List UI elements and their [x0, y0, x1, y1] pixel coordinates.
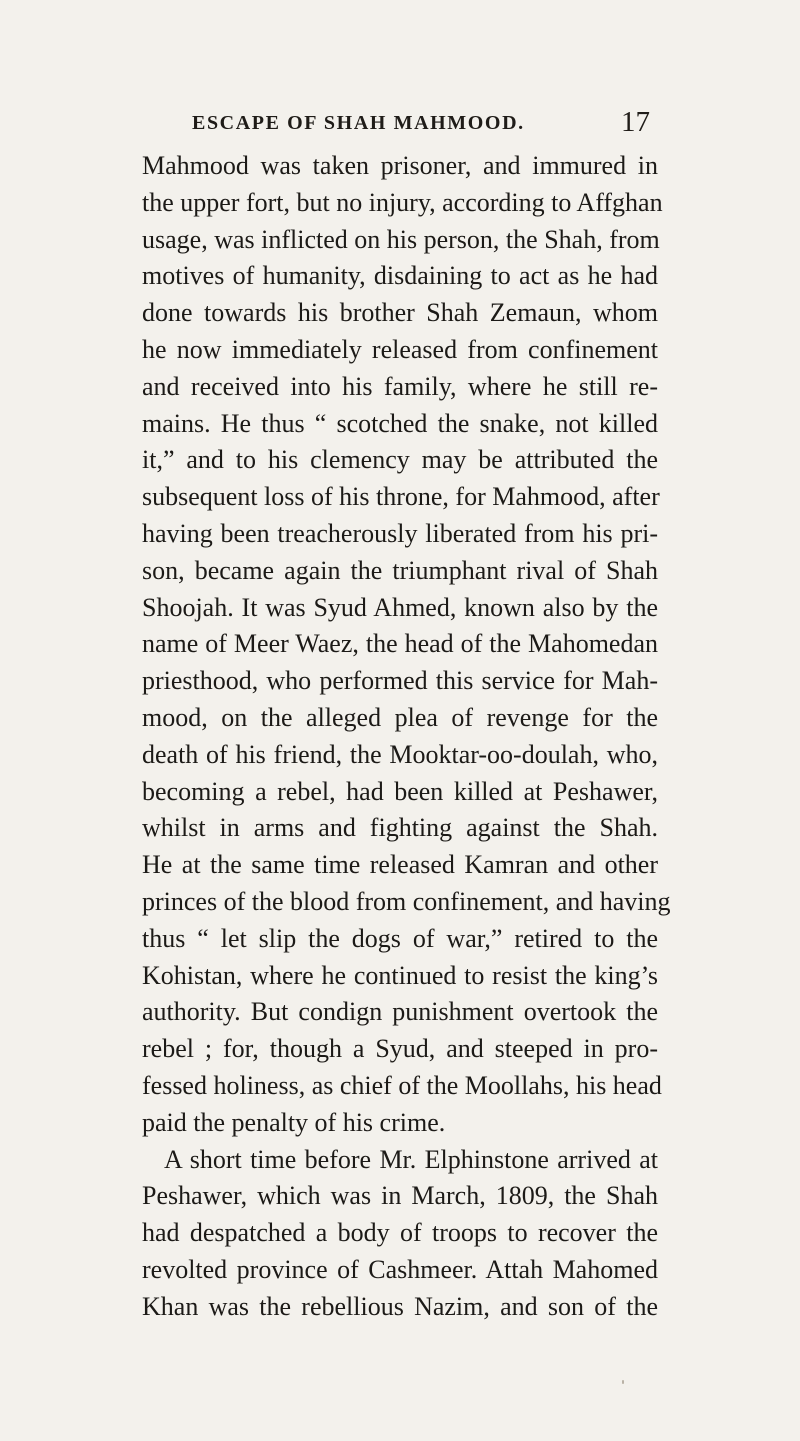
text-line: rebel ; for, though a Syud, and steeped in pro-: [142, 1034, 658, 1064]
text-line: priesthood, who performed this service for Mah-: [142, 666, 658, 696]
text-line: had despatched a body of troops to recover the: [142, 1218, 658, 1248]
text-line: having been treacherously liberated from his pri-: [142, 518, 658, 548]
text-line: authority. But condign punishment overtook the: [142, 997, 658, 1027]
text-line: mood, on the alleged plea of revenge for the: [142, 702, 658, 732]
running-head: [192, 106, 650, 142]
text-line: motives of humanity, disdaining to act as he had: [142, 261, 658, 291]
text-line: thus “ let slip the dogs of war,” retired to the: [142, 923, 658, 953]
text-line: he now immediately released from confinement: [142, 334, 658, 364]
paragraph-start-line: A short time before Mr. Elphinstone arrived at: [164, 1144, 658, 1174]
paper-speck: [622, 1380, 624, 1384]
text-line: fessed holiness, as chief of the Moollahs, his head: [142, 1070, 662, 1100]
body-text: [142, 148, 671, 1326]
text-line: Peshawer, which was in March, 1809, the Shah: [142, 1181, 658, 1211]
text-line: name of Meer Waez, the head of the Mahomedan: [142, 629, 658, 659]
running-title: ESCAPE OF SHAH MAHMOOD.: [192, 112, 525, 134]
text-line: death of his friend, the Mooktar-oo-doulah, who,: [142, 739, 658, 769]
page-number: 17: [621, 106, 650, 138]
text-line: revolted province of Cashmeer. Attah Mahomed: [142, 1254, 658, 1284]
text-line: Khan was the rebellious Nazim, and son of the: [142, 1291, 658, 1321]
text-line: mains. He thus “ scotched the snake, not killed: [142, 408, 658, 438]
text-line: son, became again the triumphant rival of Shah: [142, 555, 658, 585]
text-line: princes of the blood from confinement, and having: [142, 886, 671, 916]
text-line: He at the same time released Kamran and other: [142, 850, 658, 880]
text-line: and received into his family, where he still re-: [142, 371, 658, 401]
text-line: Kohistan, where he continued to resist the king’s: [142, 960, 658, 990]
text-line: subsequent loss of his throne, for Mahmood, after: [142, 482, 660, 512]
paragraph-end-line: paid the penalty of his crime.: [142, 1107, 446, 1137]
text-line: it,” and to his clemency may be attributed the: [142, 445, 658, 475]
text-line: Shoojah. It was Syud Ahmed, known also by the: [142, 592, 658, 622]
text-line: becoming a rebel, had been killed at Peshawer,: [142, 776, 658, 806]
text-line: done towards his brother Shah Zemaun, whom: [142, 298, 658, 328]
text-line: Mahmood was taken prisoner, and immured in: [142, 151, 658, 180]
text-line: whilst in arms and fighting against the Shah.: [142, 813, 658, 843]
text-line: usage, was inflicted on his person, the Shah, from: [142, 224, 660, 254]
text-line: the upper fort, but no injury, according to Affghan: [142, 187, 663, 217]
